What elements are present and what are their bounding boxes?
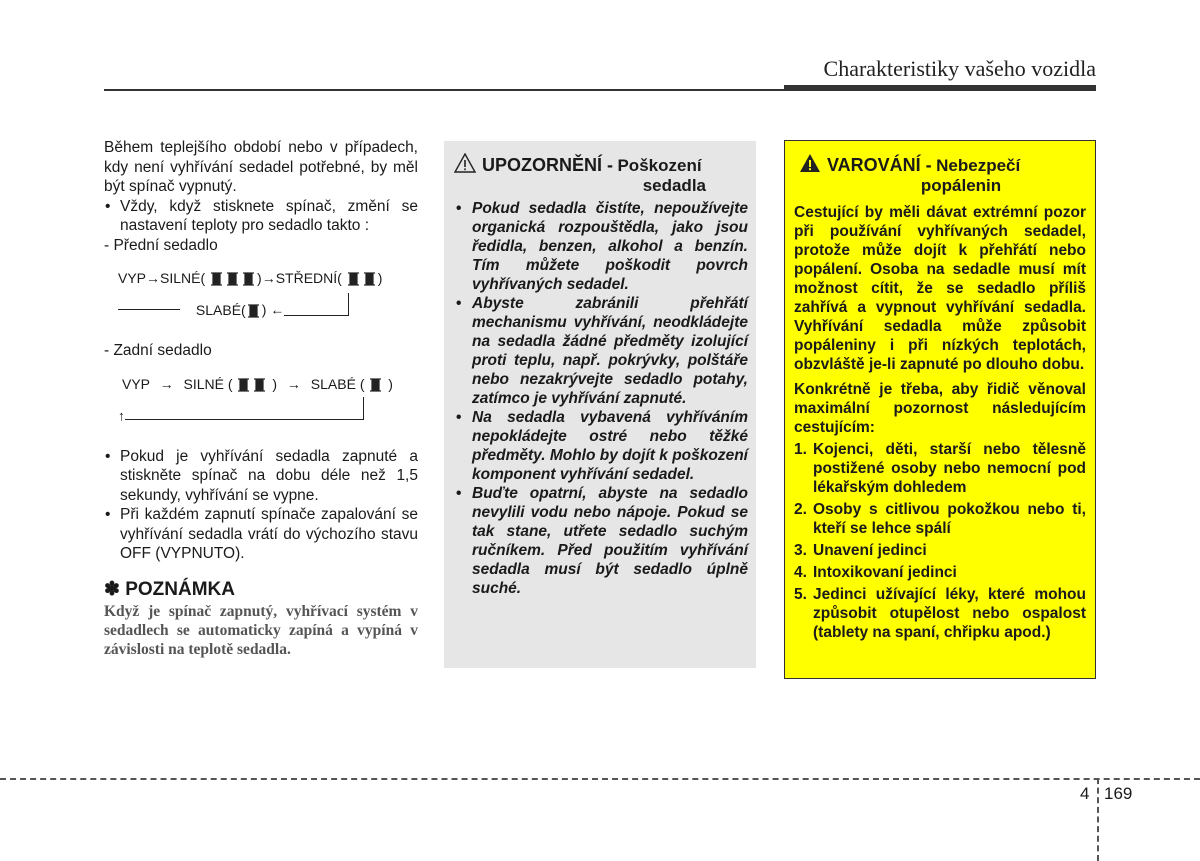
- list-text: Intoxikovaní jedinci: [813, 564, 957, 581]
- diagram-low-label: SLABÉ(: [195, 301, 246, 318]
- caution-box: [444, 141, 756, 668]
- rear-seat-diagram: [104, 369, 418, 435]
- chapter-number: 4: [1080, 784, 1090, 803]
- page-number: 169: [1104, 784, 1133, 803]
- heat-level-3-icon: [210, 270, 256, 288]
- caution-triangle-icon: [454, 153, 476, 173]
- warning-title-sub1: Nebezpečí: [936, 156, 1021, 175]
- note-heading: [104, 578, 418, 602]
- warning-list-item: [794, 585, 1086, 642]
- header-rule: [104, 89, 784, 91]
- list-number: 5.: [794, 586, 807, 603]
- caution-item: • Pokud sedadla čistíte, nepoužívejte organická rozpouštědla, jako jsou ředidla, benzen, alkohol a benzín. Tím můžete poškodit povrch vyhřívaných sedadel.: [454, 199, 748, 294]
- arrow-left-icon: ←: [270, 301, 285, 318]
- list-text: Osoby s citlivou pokožkou nebo ti, kteří se lehce spálí: [813, 501, 1086, 537]
- arrow-right-icon: →: [261, 270, 276, 286]
- paren-close: ): [272, 375, 278, 392]
- list-text: Jedinci užívající léky, které mohou způsobit otupělost nebo ospalost (tablety na spaní, chřipku apod.): [813, 586, 1086, 641]
- arrow-right-icon: →: [286, 375, 301, 392]
- page-header-title: Charakteristiky vašeho vozidla: [823, 56, 1096, 81]
- paren-close: ): [257, 270, 262, 286]
- paren-close: ): [261, 301, 267, 318]
- list-number: 3.: [794, 542, 807, 559]
- front-seat-label: - Přední sedadlo: [104, 236, 218, 254]
- return-line: [284, 293, 349, 316]
- left-column: [104, 138, 418, 659]
- heat-level-1-icon: [369, 376, 383, 394]
- heat-level-2-icon: [347, 270, 377, 288]
- note-star-icon: ✽: [104, 578, 120, 600]
- warning-title-sub2: popálenin: [920, 176, 1002, 195]
- caution-item: • Na sedadla vybavená vyhříváním nepokládejte ostré nebo těžké předměty. Mohlo by dojít k poškození komponent vyhřívání sedadel.: [454, 408, 748, 484]
- bullet-long-press: • Pokud je vyhřívání sedadla zapnuté a stiskněte spínač na dobu déle než 1,5 sekundy, vyhřívání se vypne.: [104, 447, 418, 506]
- list-text: Unavení jedinci: [813, 542, 927, 559]
- caution-list: [454, 199, 748, 598]
- diagram-off-label: VYP: [122, 375, 150, 392]
- rear-seat-label: - Zadní sedadlo: [104, 342, 212, 359]
- footer-divider: [0, 778, 1200, 780]
- caution-title-sub1: Poškození: [617, 156, 702, 175]
- warning-list-item: [794, 563, 1086, 582]
- header-rule-accent: [784, 85, 1096, 91]
- paren-close: ): [377, 270, 383, 286]
- return-line: [125, 397, 364, 420]
- warning-body: [794, 203, 1086, 645]
- front-seat-diagram: [104, 263, 418, 329]
- warning-paragraph: Cestující by měli dávat extrémní pozor při používání vyhřívaných sedadel, protože může dojít k přehřátí nebo popálení. Osoba na sedadle musí mít možnost cítit, že se sedadlo příliš zahřívá a vypnout vyhřívání sedadla. Vyhřívání sedadla může způsobit popáleniny i při nízkých teplotách, obzvláště je-li zapnuté po dlouho dobu.: [794, 204, 1086, 373]
- diagram-high-label: SILNÉ (: [183, 375, 233, 392]
- warning-list: [794, 440, 1086, 642]
- warning-box: [784, 140, 1096, 679]
- warning-list-item: [794, 541, 1086, 560]
- paren-close: ): [388, 375, 393, 392]
- arrow-up-icon: ↑: [118, 407, 125, 423]
- diagram-low-label: SLABÉ (: [310, 375, 365, 392]
- list-number: 2.: [794, 501, 807, 518]
- list-number: 1.: [794, 441, 807, 458]
- bullet-temperature-cycle: • Vždy, když stisknete spínač, změní se nastavení teploty pro sedadlo takto :: [104, 197, 418, 236]
- note-title: POZNÁMKA: [125, 578, 235, 600]
- diagram-off-label: VYP: [118, 270, 147, 286]
- return-arrow-left: [118, 309, 180, 310]
- arrow-right-icon: →: [159, 375, 174, 392]
- intro-paragraph: Během teplejšího období nebo v případech, kdy není vyhřívání sedadel potřebné, by měl být spínač vypnutý.: [104, 139, 418, 195]
- bullet-ignition-reset: • Při každém zapnutí spínače zapalování se vyhřívání sedadla vrátí do výchozího stavu OFF (VYPNUTO).: [104, 505, 418, 564]
- caution-item: • Abyste zabránili přehřátí mechanismu vyhřívání, neodkládejte na sedadla žádné předměty izolující proti teplu, např. pokrývky, polštáře nebo nezakrývejte sedadlo potahy, zatímco je vyhřívání zapnuté.: [454, 294, 748, 408]
- warning-list-item: [794, 500, 1086, 538]
- diagram-high-label: SILNÉ(: [160, 270, 206, 286]
- list-number: 4.: [794, 564, 807, 581]
- footer-vertical-divider: [1097, 778, 1099, 861]
- warning-triangle-icon: [799, 153, 821, 173]
- warning-list-item: [794, 440, 1086, 497]
- warning-paragraph: Konkrétně je třeba, aby řidič věnoval maximální pozornost následujícím cestujícím:: [794, 381, 1086, 436]
- warning-title-main: VAROVÁNÍ -: [827, 155, 932, 175]
- heat-level-1-icon: [247, 302, 261, 320]
- list-text: Kojenci, děti, starší nebo tělesně postižené osoby nebo nemocní pod lékařským dohledem: [813, 441, 1086, 496]
- arrow-right-icon: →: [146, 270, 161, 286]
- caution-title-sub2: sedadla: [642, 176, 706, 195]
- note-text: Když je spínač zapnutý, vyhřívací systém v sedadlech se automaticky zapíná a vypíná v závislosti na teplotě sedadla.: [104, 602, 418, 658]
- caution-title-main: UPOZORNĚNÍ -: [482, 155, 614, 175]
- caution-item: • Buďte opatrní, abyste na sedadlo nevylili vodu nebo nápoje. Pokud se tak stane, utřete sedadlo suchým ručníkem. Před použitím vyhřívání sedadla musí být sedadlo úplně suché.: [454, 484, 748, 598]
- caution-title: [454, 153, 746, 196]
- warning-title: [797, 153, 1085, 196]
- heat-level-2-icon: [237, 376, 267, 394]
- diagram-medium-label: STŘEDNÍ(: [275, 270, 342, 286]
